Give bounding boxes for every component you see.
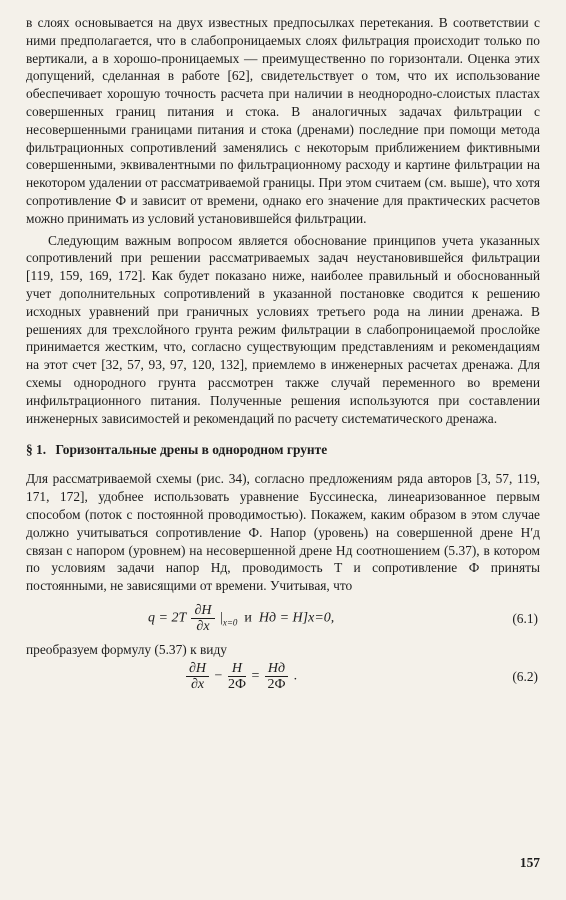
section-heading <box>26 441 540 458</box>
eq2-den-1: ∂x <box>190 676 205 692</box>
eq1-denominator: ∂x <box>196 618 210 634</box>
eq1-conjunction: и <box>244 610 252 626</box>
eq2-fraction-3 <box>265 661 288 692</box>
eq1-number: (6.1) <box>512 610 538 626</box>
paragraph-1: в слоях основывается на двух известных предпосылках перетекания. В соответствии с ними предполагается, что в слабопроницаемых слоях фильтрация происходит только по вертикали, а в хорошо-проницаемых — преимущественно по горизонтали. Оценка этих допущений, сделанная в работе [62], свидетельствует о том, что их использование обеспечивает хорошую точность расчета при наличии в неоднородно-слоистых пластах совершенных границ питания и стока. В аналогичных задачах фильтрации с несовершенными границами питания и стока (дренами) последние при помощи метода фильтрационных сопротивлений заменялись с некоторым приближением фиктивными совершенными, эквивалентными по фильтрационному расходу и картине фильтрации на некотором удалении от рассматриваемой границы. При этом считаем (см. выше), что хотя сопротивление Ф и зависит от времени, однако его значение для практических расчетов можно принимать из условий установившейся фильтрации. <box>26 15 540 226</box>
section-title: Горизонтальные дрены в однородном грунте <box>55 442 328 458</box>
eq1-numerator: ∂H <box>191 603 214 619</box>
eq2-num-2: H <box>228 661 246 677</box>
page-body <box>26 14 540 703</box>
eq2-minus: − <box>214 668 223 684</box>
eq2-den-2: 2Ф <box>227 676 246 692</box>
eq2-den-3: 2Ф <box>267 676 286 692</box>
page-number: 157 <box>519 855 540 870</box>
eq2-period: . <box>293 668 298 684</box>
eq2-num-1: ∂H <box>186 661 209 677</box>
eq1-eval: x=0 <box>222 617 238 628</box>
eq2-num-3: Hд <box>265 661 288 677</box>
paragraph-2: Следующим важным вопросом является обоснование принципов учета указанных сопротивлений при решении рассматриваемых задач неустановившейся фильтрации [119, 159, 169, 172]. Как будет показано ниже, наиболее правильный и обоснованный учет дополнительных сопротивлений в указанной постановке сводится к решению исходных уравнений при граничных условиях третьего рода на линии дренажа. В решениях для трехслойного грунта режим фильтрации в слабопроницаемой прослойке принимается жестким, что, согласно существующим представлениям и рекомендациям на этот счет [32, 57, 93, 97, 120, 132], приемлемо в инженерных расчетах дренажа. Для схемы однородного грунта рассмотрен также случай переменного во времени инфильтрационного питания. Полученные решения используются при составлении инженерных зависимостей и рекомендаций по расчету систематического дренажа. <box>26 232 540 426</box>
eq1-fraction <box>191 603 214 634</box>
paragraph-3: Для рассматриваемой схемы (рис. 34), согласно предложениям ряда авторов [3, 57, 119, 171, 172], удобнее использовать уравнение Буссинеска, линеаризованное первым способом (поток с постоянной проводимостью). Покажем, каким образом в этом случае должно учитываться сопротивление Ф. Напор (уровень) на совершенной дрене H′д связан с напором (уровнем) на несовершенной дрене Hд соотношением (5.37), в котором по условиям задачи напор Hд, проводимость T и сопротивление Ф приняты постоянными, не зависящими от времени. Учитывая, что <box>26 471 540 594</box>
eq1-rhs: Hд = H]x=0, <box>258 610 335 626</box>
equation-6-2 <box>26 659 540 703</box>
eq2-number: (6.2) <box>512 668 538 684</box>
section-symbol: § 1. <box>26 442 47 458</box>
paragraph-4: преобразуем формулу (5.37) к виду <box>26 641 227 657</box>
eq2-equals: = <box>251 668 260 684</box>
eq2-fraction-1 <box>186 661 209 692</box>
eq2-fraction-2 <box>228 661 246 692</box>
equation-6-1: q = 2T $\frac{\partial H}{\partial x}$ $|_{x=0}$ и Hд = H]x=0, (6.1) <box>148 602 538 634</box>
eq1-lhs: q = 2T <box>148 610 186 626</box>
